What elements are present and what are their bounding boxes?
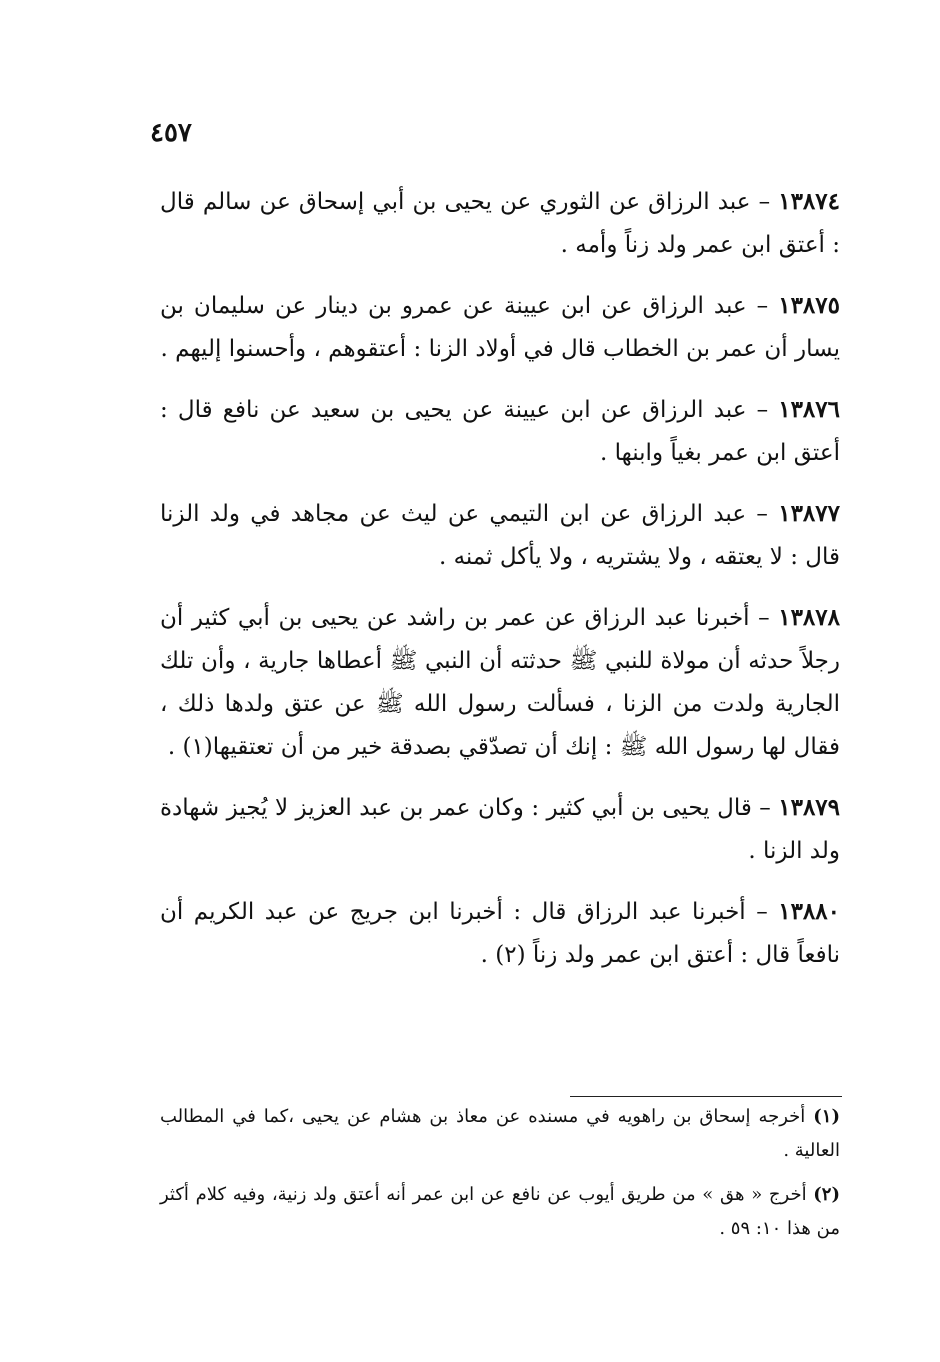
footnotes — [160, 1100, 840, 1256]
hadith-entry — [160, 284, 840, 371]
hadith-text: – عبد الرزاق عن ابن التيمي عن ليث عن مجاهد في ولد الزنا قال : لا يعتقه ، ولا يشتريه ، ولا يأكل ثمنه . — [160, 501, 840, 570]
hadith-text: – عبد الرزاق عن الثوري عن يحيى بن أبي إسحاق عن سالم قال : أعتق ابن عمر ولد زناً وأمه . — [160, 189, 840, 258]
hadith-entry — [160, 388, 840, 475]
hadith-entry — [160, 890, 840, 977]
hadith-entry — [160, 492, 840, 579]
hadith-number: ١٣٨٧٤ — [778, 188, 840, 215]
footnote-text: أخرج « هق » من طريق أيوب عن نافع عن ابن عمر أنه أعتق ولد زنية، وفيه كلام أكثر من هذا ١٠: ٥٩ . — [160, 1184, 840, 1239]
hadith-number: ١٣٨٨٠ — [778, 898, 840, 925]
hadith-text: – عبد الرزاق عن ابن عيينة عن عمرو بن دينار عن سليمان بن يسار أن عمر بن الخطاب قال في أولاد الزنا : أعتقوهم ، وأحسنوا إليهم . — [160, 293, 840, 362]
hadith-text: – قال يحيى بن أبي كثير : وكان عمر بن عبد العزيز لا يُجيز شهادة ولد الزنا . — [160, 795, 840, 864]
hadith-entry — [160, 180, 840, 267]
hadith-text: – أخبرنا عبد الرزاق قال : أخبرنا ابن جريج عن عبد الكريم أن نافعاً قال : أعتق ابن عمر ولد زناً (٢) . — [160, 899, 840, 968]
hadith-number: ١٣٨٧٦ — [778, 396, 840, 423]
hadith-list — [160, 180, 840, 994]
hadith-text: – أخبرنا عبد الرزاق عن عمر بن راشد عن يحيى بن أبي كثير أن رجلاً حدثه أن مولاة للنبي ﷺ حدثته أن النبي ﷺ أعطاها جارية ، وأن تلك الجارية ولدت من الزنا ، فسألت رسول الله ﷺ عن عتق ولدها ذلك ، فقال لها رسول الله ﷺ : إنك أن تصدّقي بصدقة خير من أن تعتقيها(١) . — [160, 605, 840, 760]
footnote — [160, 1178, 840, 1246]
footnote-mark: (٢) — [813, 1184, 840, 1205]
hadith-entry — [160, 786, 840, 873]
footnote-text: أخرجه إسحاق بن راهويه في مسنده عن معاذ بن هشام عن يحيى ،كما في المطالب العالية . — [160, 1106, 840, 1161]
footnote-divider — [570, 1096, 842, 1097]
hadith-number: ١٣٨٧٧ — [778, 500, 840, 527]
footnote-mark: (١) — [813, 1106, 840, 1127]
hadith-number: ١٣٨٧٥ — [778, 292, 840, 319]
hadith-text: – عبد الرزاق عن ابن عيينة عن يحيى بن سعيد عن نافع قال : أعتق ابن عمر بغياً وابنها . — [160, 397, 840, 466]
footnote — [160, 1100, 840, 1168]
page-number: ٤٥٧ — [150, 118, 192, 148]
hadith-entry — [160, 596, 840, 769]
hadith-number: ١٣٨٧٩ — [778, 794, 841, 821]
hadith-number: ١٣٨٧٨ — [778, 604, 840, 631]
